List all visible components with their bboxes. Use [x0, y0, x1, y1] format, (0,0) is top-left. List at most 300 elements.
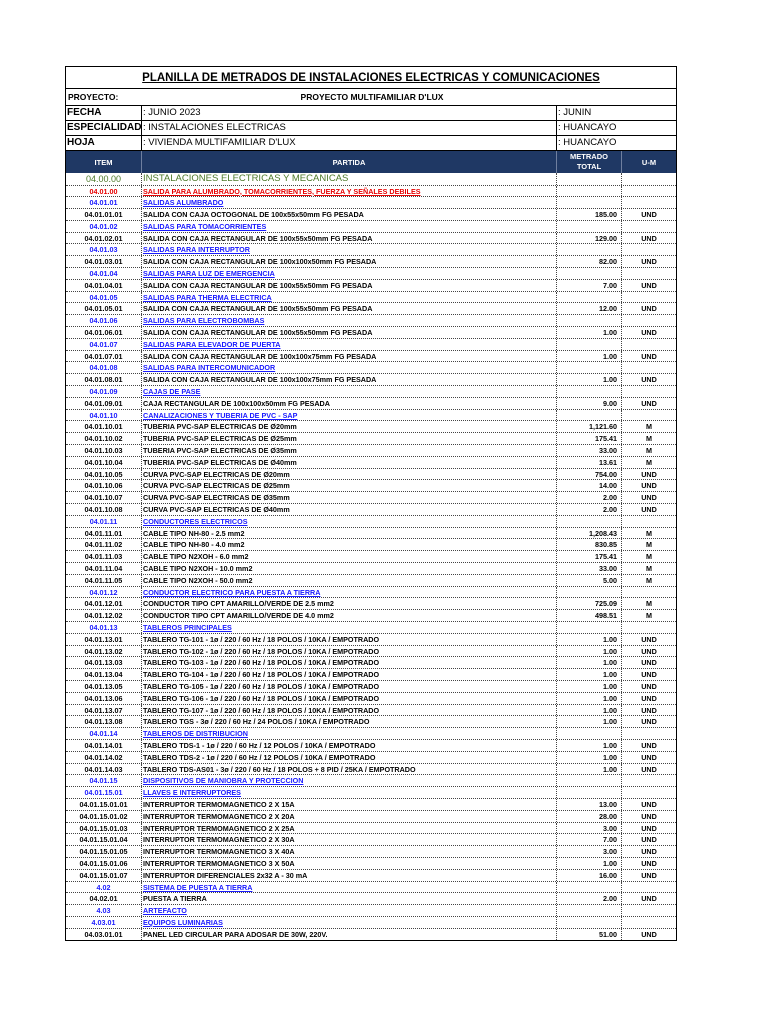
table-row [66, 563, 676, 575]
cell-partida: LLAVES E INTERRUPTORES [142, 787, 557, 798]
cell-metrado: 5.00 [557, 575, 622, 586]
cell-um: UND [641, 929, 657, 939]
section-row [66, 882, 676, 894]
table-row [66, 421, 676, 433]
table-row [66, 823, 676, 835]
cell-um: M [646, 552, 652, 562]
cell-partida: SALIDA CON CAJA RECTANGULAR DE 100x55x50mm FG PESADA [142, 327, 557, 338]
cell-item: 04.01.15.01.06 [66, 858, 142, 869]
cell-um: UND [641, 858, 657, 868]
cell-metrado: 1.00 [557, 657, 622, 668]
cell-metrado: 13.61 [557, 457, 622, 468]
cell-partida: TABLEROS DE DISTRIBUCION [142, 728, 557, 739]
table-row [66, 480, 676, 492]
table-row [66, 834, 676, 846]
cell-item: 04.01.00 [66, 186, 142, 197]
cell-um [622, 362, 676, 373]
section-row [66, 917, 676, 929]
cell-partida: TABLERO TG-105 - 1ø / 220 / 60 Hz / 18 POLOS / 10KA / EMPOTRADO [142, 681, 557, 692]
cell-partida: DISPOSITIVOS DE MANIOBRA Y PROTECCION [142, 775, 557, 786]
cell-partida: TUBERIA PVC-SAP ELECTRICAS DE Ø35mm [142, 445, 557, 456]
cell-metrado: 1.00 [557, 693, 622, 704]
cell-item: 04.01.13.05 [66, 681, 142, 692]
cell-item: 04.01.10.06 [66, 480, 142, 491]
cell-item: 04.01.05 [66, 292, 142, 303]
cell-metrado: 2.00 [557, 492, 622, 503]
cell-item: 04.01.12 [66, 587, 142, 598]
cell-um: M [646, 564, 652, 573]
cell-metrado: 1.00 [557, 705, 622, 716]
cell-metrado: 33.00 [557, 445, 622, 456]
cell-metrado [557, 244, 622, 255]
cell-partida: SALIDAS PARA THERMA ELECTRICA [142, 292, 557, 303]
info-row-especialidad [66, 121, 676, 136]
cell-um: UND [641, 693, 657, 703]
cell-metrado: 1.00 [557, 752, 622, 763]
cell-um [622, 244, 676, 255]
cell-metrado: 830.85 [557, 539, 622, 550]
cell-metrado: 14.00 [557, 480, 622, 491]
cell-item: 4.03.01 [66, 917, 142, 928]
cell-metrado: 1.00 [557, 669, 622, 680]
cell-metrado: 175.41 [557, 551, 622, 562]
cell-metrado [557, 315, 622, 326]
section-row [66, 268, 676, 280]
info-value: : INSTALACIONES ELECTRICAS [142, 121, 557, 135]
cell-um [622, 173, 676, 185]
cell-um: UND [641, 811, 657, 821]
section-row [66, 339, 676, 351]
cell-item: 04.01.11.04 [66, 563, 142, 574]
cell-item: 04.01.02 [66, 221, 142, 232]
cell-um [622, 587, 676, 598]
cell-partida: INTERRUPTOR TERMOMAGNETICO 2 X 30A [142, 834, 557, 845]
cell-um: UND [641, 717, 657, 727]
cell-um [622, 186, 676, 197]
cell-um: UND [641, 799, 657, 809]
cell-metrado [557, 173, 622, 185]
cell-um: M [646, 422, 652, 432]
cell-metrado: 12.00 [557, 303, 622, 314]
cell-um: UND [641, 328, 657, 338]
cell-partida: TABLERO TG-103 - 1ø / 220 / 60 Hz / 18 POLOS / 10KA / EMPOTRADO [142, 657, 557, 668]
cell-partida: CABLE TIPO N2XOH - 6.0 mm2 [142, 551, 557, 562]
cell-partida: SALIDA PARA ALUMBRADO, TOMACORRIENTES, FUERZA Y SEÑALES DEBILES [142, 186, 557, 197]
cell-partida: TUBERIA PVC-SAP ELECTRICAS DE Ø40mm [142, 457, 557, 468]
info-right: : JUNIN [558, 107, 592, 118]
cell-partida: TABLEROS PRINCIPALES [142, 622, 557, 633]
cell-item: 04.01.10.08 [66, 504, 142, 515]
cell-partida: TABLERO TDS-1 - 1ø / 220 / 60 Hz / 12 POLOS / 10KA / EMPOTRADO [142, 740, 557, 751]
cell-um: UND [641, 634, 657, 644]
cell-item: 04.01.07.01 [66, 351, 142, 362]
cell-metrado [557, 905, 622, 916]
cell-item: 04.01.10.02 [66, 433, 142, 444]
table-row [66, 681, 676, 693]
cell-item: 04.01.04.01 [66, 280, 142, 291]
cell-metrado [557, 587, 622, 598]
table-row [66, 693, 676, 705]
cell-partida: SALIDA CON CAJA RECTANGULAR DE 100x55x50mm FG PESADA [142, 280, 557, 291]
cell-um: UND [641, 505, 657, 515]
cell-item: 04.01.08.01 [66, 374, 142, 385]
cell-um: UND [641, 870, 657, 880]
cell-item: 04.01.13.07 [66, 705, 142, 716]
cell-um: M [646, 457, 652, 467]
cell-um: UND [641, 233, 657, 243]
project-row [66, 89, 676, 106]
cell-item: 04.01.10.01 [66, 421, 142, 432]
cell-um [622, 292, 676, 303]
cell-partida: CURVA PVC-SAP ELECTRICAS DE Ø25mm [142, 480, 557, 491]
cell-metrado [557, 362, 622, 373]
cell-um: UND [641, 351, 657, 361]
table-row [66, 504, 676, 516]
cell-partida: TUBERIA PVC-SAP ELECTRICAS DE Ø20mm [142, 421, 557, 432]
cell-item: 04.01.14.03 [66, 764, 142, 775]
table-row [66, 398, 676, 410]
cell-um: UND [641, 304, 657, 314]
table-row [66, 716, 676, 728]
cell-metrado [557, 882, 622, 893]
cell-partida: TABLERO TG-104 - 1ø / 220 / 60 Hz / 18 POLOS / 10KA / EMPOTRADO [142, 669, 557, 680]
cell-item: 04.01.03 [66, 244, 142, 255]
cell-metrado: 1.00 [557, 716, 622, 727]
section-row [66, 173, 676, 186]
cell-item: 04.01.13 [66, 622, 142, 633]
cell-item: 04.01.10.03 [66, 445, 142, 456]
cell-um [622, 197, 676, 208]
cell-metrado: 3.00 [557, 846, 622, 857]
table-body [66, 173, 676, 941]
table-row [66, 374, 676, 386]
cell-um: UND [641, 681, 657, 691]
cell-metrado [557, 622, 622, 633]
cell-um [622, 622, 676, 633]
project-value: PROYECTO MULTIFAMILIAR D'LUX [300, 92, 444, 102]
cell-partida: SALIDAS PARA TOMACORRIENTES [142, 221, 557, 232]
cell-um: M [646, 575, 652, 585]
cell-partida: PUESTA A TIERRA [142, 893, 557, 904]
cell-item: 04.01.11.02 [66, 539, 142, 550]
cell-partida: SALIDA CON CAJA RECTANGULAR DE 100x55x50mm FG PESADA [142, 233, 557, 244]
table-row [66, 233, 676, 245]
cell-um [622, 917, 676, 928]
cell-partida: SISTEMA DE PUESTA A TIERRA [142, 882, 557, 893]
cell-partida: TUBERIA PVC-SAP ELECTRICAS DE Ø25mm [142, 433, 557, 444]
table-row [66, 705, 676, 717]
cell-um [622, 410, 676, 421]
section-row [66, 587, 676, 599]
section-row [66, 315, 676, 327]
cell-partida: TABLERO TG-107 - 1ø / 220 / 60 Hz / 18 POLOS / 10KA / EMPOTRADO [142, 705, 557, 716]
cell-um [622, 905, 676, 916]
cell-um [622, 728, 676, 739]
cell-partida: SALIDA CON CAJA RECTANGULAR DE 100x100x75mm FG PESADA [142, 374, 557, 385]
table-row [66, 634, 676, 646]
cell-metrado [557, 339, 622, 350]
cell-item: 04.01.10.05 [66, 469, 142, 480]
cell-partida: SALIDAS PARA INTERRUPTOR [142, 244, 557, 255]
table-row [66, 929, 676, 941]
cell-item: 04.01.14.01 [66, 740, 142, 751]
section-row [66, 622, 676, 634]
cell-partida: TABLERO TDS-2 - 1ø / 220 / 60 Hz / 12 POLOS / 10KA / EMPOTRADO [142, 752, 557, 763]
cell-item: 04.01.14 [66, 728, 142, 739]
cell-item: 04.01.10.07 [66, 492, 142, 503]
cell-item: 04.02.01 [66, 893, 142, 904]
cell-partida: CABLE TIPO N2XOH - 50.0 mm2 [142, 575, 557, 586]
column-header-metrado: METRADO TOTAL [557, 151, 622, 173]
cell-partida: CONDUCTOR TIPO CPT AMARILLO/VERDE DE 4.0 mm2 [142, 610, 557, 621]
cell-partida: CONDUCTOR ELECTRICO PARA PUESTA A TIERRA [142, 587, 557, 598]
cell-um [622, 775, 676, 786]
cell-partida: CABLE TIPO NH-80 - 2.5 mm2 [142, 528, 557, 539]
section-row [66, 362, 676, 374]
cell-um [622, 882, 676, 893]
table-row [66, 610, 676, 622]
cell-item: 04.01.13.06 [66, 693, 142, 704]
table-row [66, 846, 676, 858]
cell-um: UND [641, 375, 657, 385]
cell-item: 04.01.06 [66, 315, 142, 326]
cell-item: 04.01.15.01.04 [66, 834, 142, 845]
cell-item: 04.01.13.01 [66, 634, 142, 645]
cell-um: M [646, 540, 652, 550]
cell-partida: SALIDA CON CAJA RECTANGULAR DE 100x100x50mm FG PESADA [142, 256, 557, 267]
cell-item: 04.01.11 [66, 516, 142, 527]
cell-metrado: 1.00 [557, 858, 622, 869]
table-row [66, 433, 676, 445]
table-row [66, 457, 676, 469]
table-row [66, 752, 676, 764]
info-key: ESPECIALIDAD [67, 122, 142, 133]
section-row [66, 410, 676, 422]
table-row [66, 351, 676, 363]
section-row [66, 186, 676, 198]
table-row [66, 280, 676, 292]
cell-um: UND [641, 740, 657, 750]
cell-partida: INTERRUPTOR TERMOMAGNETICO 3 X 50A [142, 858, 557, 869]
cell-partida: CONDUCTORES ELECTRICOS [142, 516, 557, 527]
cell-metrado: 2.00 [557, 893, 622, 904]
cell-partida: PANEL LED CIRCULAR PARA ADOSAR DE 30W, 220V. [142, 929, 557, 940]
cell-um: UND [641, 658, 657, 668]
cell-item: 04.01.15 [66, 775, 142, 786]
cell-item: 04.00.00 [66, 173, 142, 185]
cell-metrado [557, 516, 622, 527]
cell-metrado: 1.00 [557, 681, 622, 692]
cell-um: M [646, 434, 652, 444]
cell-partida: TABLERO TGS - 3ø / 220 / 60 Hz / 24 POLOS / 10KA / EMPOTRADO [142, 716, 557, 727]
cell-item: 04.01.03.01 [66, 256, 142, 267]
section-row [66, 197, 676, 209]
table-row [66, 303, 676, 315]
cell-metrado [557, 186, 622, 197]
cell-metrado [557, 221, 622, 232]
cell-item: 04.01.11.03 [66, 551, 142, 562]
table-row [66, 327, 676, 339]
table-row [66, 669, 676, 681]
cell-partida: CAJA RECTANGULAR DE 100x100x50mm FG PESADA [142, 398, 557, 409]
cell-metrado [557, 917, 622, 928]
cell-partida: SALIDAS ALUMBRADO [142, 197, 557, 208]
info-key: HOJA [66, 136, 142, 150]
cell-metrado [557, 197, 622, 208]
cell-metrado [557, 410, 622, 421]
table-row [66, 551, 676, 563]
cell-item: 04.01.13.08 [66, 716, 142, 727]
cell-metrado: 1.00 [557, 634, 622, 645]
info-row-fecha [66, 106, 676, 121]
cell-item: 4.03 [66, 905, 142, 916]
section-row [66, 244, 676, 256]
table-row [66, 811, 676, 823]
table-row [66, 445, 676, 457]
cell-metrado: 498.51 [557, 610, 622, 621]
cell-metrado: 82.00 [557, 256, 622, 267]
section-row [66, 516, 676, 528]
cell-item: 04.01.11.01 [66, 528, 142, 539]
sheet-title: PLANILLA DE METRADOS DE INSTALACIONES ELECTRICAS Y COMUNICACIONES [66, 67, 676, 89]
cell-item: 04.01.12.02 [66, 610, 142, 621]
cell-partida: SALIDA CON CAJA RECTANGULAR DE 100x100x75mm FG PESADA [142, 351, 557, 362]
cell-partida: INTERRUPTOR TERMOMAGNETICO 2 X 25A [142, 823, 557, 834]
cell-um [622, 221, 676, 232]
cell-metrado: 129.00 [557, 233, 622, 244]
cell-um: UND [641, 398, 657, 408]
table-row [66, 858, 676, 870]
cell-partida: EQUIPOS LUMINARIAS [142, 917, 557, 928]
table-row [66, 598, 676, 610]
cell-metrado [557, 728, 622, 739]
table-row [66, 209, 676, 221]
table-header [66, 151, 676, 173]
column-header-um: U-M [641, 157, 657, 167]
cell-metrado: 2.00 [557, 504, 622, 515]
cell-partida: SALIDAS PARA INTERCOMUNICADOR [142, 362, 557, 373]
cell-item: 04.01.09 [66, 386, 142, 397]
cell-item: 04.01.06.01 [66, 327, 142, 338]
cell-partida: TABLERO TG-101 - 1ø / 220 / 60 Hz / 18 POLOS / 10KA / EMPOTRADO [142, 634, 557, 645]
cell-um [622, 315, 676, 326]
cell-metrado: 725.09 [557, 598, 622, 609]
table-row [66, 256, 676, 268]
cell-um: UND [641, 752, 657, 762]
cell-metrado [557, 268, 622, 279]
cell-metrado: 3.00 [557, 823, 622, 834]
cell-partida: TABLERO TG-106 - 1ø / 220 / 60 Hz / 18 POLOS / 10KA / EMPOTRADO [142, 693, 557, 704]
table-row [66, 469, 676, 481]
cell-metrado [557, 386, 622, 397]
cell-um: M [646, 528, 652, 538]
cell-um: UND [641, 847, 657, 857]
cell-metrado: 1.00 [557, 764, 622, 775]
cell-um [622, 516, 676, 527]
cell-item: 04.01.02.01 [66, 233, 142, 244]
table-row [66, 539, 676, 551]
cell-item: 04.01.09.01 [66, 398, 142, 409]
cell-partida: CURVA PVC-SAP ELECTRICAS DE Ø35mm [142, 492, 557, 503]
cell-metrado: 1.00 [557, 374, 622, 385]
cell-item: 04.01.15.01.02 [66, 811, 142, 822]
table-row [66, 740, 676, 752]
cell-metrado: 185.00 [557, 209, 622, 220]
cell-metrado: 7.00 [557, 280, 622, 291]
cell-um: UND [641, 823, 657, 833]
project-label: PROYECTO: [68, 92, 119, 102]
cell-partida: TABLERO TG-102 - 1ø / 220 / 60 Hz / 18 POLOS / 10KA / EMPOTRADO [142, 646, 557, 657]
cell-item: 04.01.13.03 [66, 657, 142, 668]
section-row [66, 292, 676, 304]
cell-item: 04.01.13.02 [66, 646, 142, 657]
cell-partida: CURVA PVC-SAP ELECTRICAS DE Ø40mm [142, 504, 557, 515]
cell-metrado: 1.00 [557, 351, 622, 362]
cell-item: 04.01.07 [66, 339, 142, 350]
cell-um: UND [641, 670, 657, 680]
section-row [66, 221, 676, 233]
column-header-item: ITEM [66, 151, 142, 173]
cell-metrado [557, 787, 622, 798]
cell-um: M [646, 599, 652, 609]
cell-item: 04.01.15.01 [66, 787, 142, 798]
section-row [66, 386, 676, 398]
cell-um: UND [641, 705, 657, 715]
cell-partida: SALIDA CON CAJA OCTOGONAL DE 100x55x50mm FG PESADA [142, 209, 557, 220]
cell-partida: INTERRUPTOR TERMOMAGNETICO 2 X 20A [142, 811, 557, 822]
cell-partida: INTERRUPTOR TERMOMAGNETICO 2 X 15A [142, 799, 557, 810]
cell-partida: CURVA PVC-SAP ELECTRICAS DE Ø20mm [142, 469, 557, 480]
cell-partida: INTERRUPTOR DIFERENCIALES 2x32 A - 30 mA [142, 870, 557, 881]
cell-um: UND [641, 646, 657, 656]
table-row [66, 893, 676, 905]
cell-metrado: 33.00 [557, 563, 622, 574]
cell-partida: TABLERO TDS-AS01 - 3ø / 220 / 60 Hz / 18 POLOS + 8 PID / 25KA / EMPOTRADO [142, 764, 557, 775]
cell-partida: CONDUCTOR TIPO CPT AMARILLO/VERDE DE 2.5 mm2 [142, 598, 557, 609]
cell-partida: CABLE TIPO N2XOH - 10.0 mm2 [142, 563, 557, 574]
cell-partida: SALIDAS PARA LUZ DE EMERGENCIA [142, 268, 557, 279]
cell-metrado: 9.00 [557, 398, 622, 409]
cell-item: 04.01.11.05 [66, 575, 142, 586]
cell-um: UND [641, 764, 657, 774]
cell-item: 04.01.14.02 [66, 752, 142, 763]
cell-um: UND [641, 835, 657, 845]
table-row [66, 764, 676, 776]
cell-metrado: 1,121.60 [557, 421, 622, 432]
cell-partida: ARTEFACTO [142, 905, 557, 916]
cell-item: 04.01.08 [66, 362, 142, 373]
cell-metrado: 13.00 [557, 799, 622, 810]
cell-item: 04.01.04 [66, 268, 142, 279]
section-row [66, 905, 676, 917]
cell-um: UND [641, 257, 657, 267]
table-row [66, 870, 676, 882]
cell-um: UND [641, 481, 657, 491]
cell-partida: CANALIZACIONES Y TUBERIA DE PVC - SAP [142, 410, 557, 421]
cell-metrado: 16.00 [557, 870, 622, 881]
cell-item: 04.01.15.01.01 [66, 799, 142, 810]
info-right: : HUANCAYO [558, 137, 617, 148]
cell-um: UND [641, 469, 657, 479]
cell-metrado: 1,208.43 [557, 528, 622, 539]
cell-um [622, 787, 676, 798]
cell-partida: CABLE TIPO NH-80 - 4.0 mm2 [142, 539, 557, 550]
cell-metrado: 51.00 [557, 929, 622, 940]
cell-item: 04.01.15.01.05 [66, 846, 142, 857]
cell-metrado: 175.41 [557, 433, 622, 444]
cell-metrado: 28.00 [557, 811, 622, 822]
cell-partida: INSTALACIONES ELECTRICAS Y MECANICAS [142, 173, 557, 185]
